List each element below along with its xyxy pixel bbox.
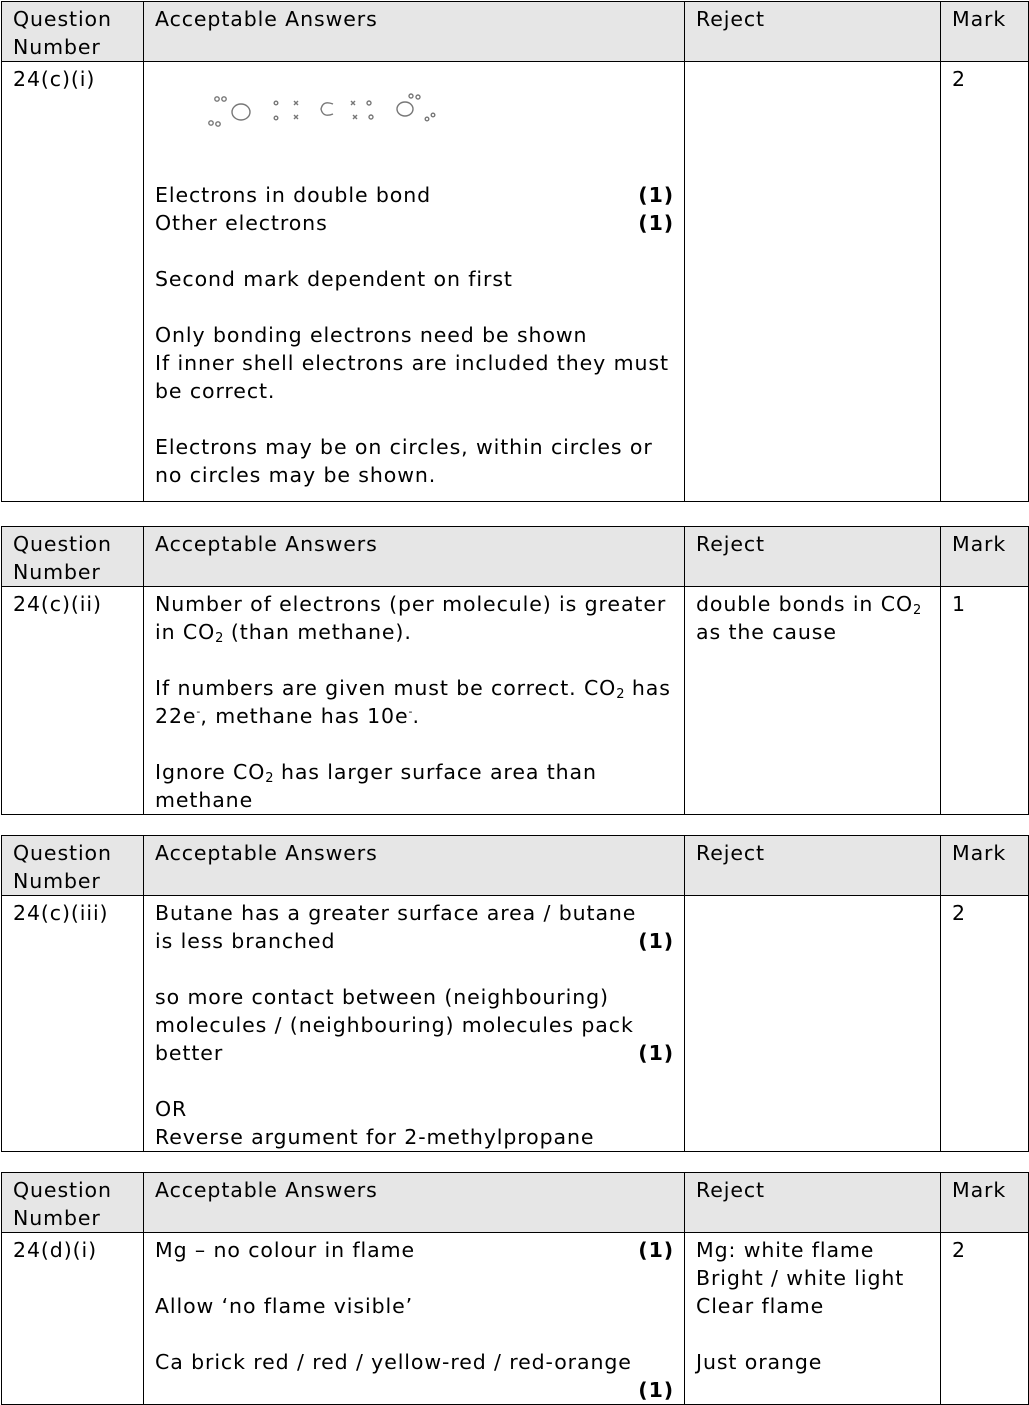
header-question-number: Question Number bbox=[2, 2, 144, 62]
answer-text: so more contact between (neighbouring) molecules / (neighbouring) molecules pack bbox=[155, 985, 634, 1037]
markscheme-table-24ci bbox=[1, 1, 1029, 502]
header-row bbox=[2, 2, 1029, 62]
answer-text: OR bbox=[155, 1097, 188, 1121]
guidance-note: Allow ‘no flame visible’ bbox=[155, 1294, 414, 1318]
answer-text: Ca brick red / red / yellow-red / red-orange bbox=[155, 1350, 632, 1374]
answer-row bbox=[2, 1233, 1029, 1405]
marking-point-mark: (1) bbox=[638, 183, 674, 207]
reject-cell bbox=[685, 62, 941, 502]
dot-cross-diagram bbox=[205, 93, 445, 133]
acceptable-answers-cell bbox=[144, 896, 685, 1152]
answer-text: Reverse argument for 2-methylpropane bbox=[155, 1125, 595, 1149]
question-number: 24(c)(ii) bbox=[2, 587, 144, 815]
marking-point: Mg – no colour in flame (1) bbox=[155, 1238, 674, 1262]
header-reject: Reject bbox=[685, 2, 941, 62]
answer-text: Butane has a greater surface area / butane bbox=[155, 901, 637, 925]
header-mark: Mark bbox=[941, 2, 1029, 62]
marking-point-mark: (1) bbox=[638, 1378, 674, 1402]
reject-cell bbox=[685, 896, 941, 1152]
guidance-note: Only bonding electrons need be shown bbox=[155, 323, 588, 347]
header-row bbox=[2, 527, 1029, 587]
header-acceptable-answers: Acceptable Answers bbox=[144, 2, 685, 62]
marking-point: better (1) bbox=[155, 1041, 674, 1065]
guidance-note: Second mark dependent on first bbox=[155, 267, 513, 291]
reject-item: Bright / white light bbox=[696, 1266, 905, 1290]
guidance-note: If numbers are given must be correct. $CO_2$ has 22e-, methane has 10e-. bbox=[155, 676, 671, 728]
markscheme-table-24ciii bbox=[1, 835, 1029, 1152]
marking-point-mark: (1) bbox=[638, 211, 674, 235]
answer-row bbox=[2, 62, 1029, 502]
markscheme-table-24cii bbox=[1, 526, 1029, 815]
marking-point-text: Other electrons bbox=[155, 211, 328, 235]
header-row bbox=[2, 836, 1029, 896]
question-number: 24(c)(iii) bbox=[2, 896, 144, 1152]
acceptable-answers-cell bbox=[144, 587, 685, 815]
header-row bbox=[2, 1173, 1029, 1233]
markscheme-table-24di bbox=[1, 1172, 1029, 1405]
header-mark: Mark bbox=[941, 1173, 1029, 1233]
header-acceptable-answers: Acceptable Answers bbox=[144, 836, 685, 896]
header-mark: Mark bbox=[941, 836, 1029, 896]
reject-cell bbox=[685, 1233, 941, 1405]
marking-point: is less branched (1) bbox=[155, 929, 674, 953]
answer-text: Number of electrons (per molecule) is greater in $CO_2$ (than methane). bbox=[155, 592, 667, 646]
header-question-number: Question Number bbox=[2, 1173, 144, 1233]
reject-item: Just orange bbox=[696, 1350, 823, 1374]
header-mark: Mark bbox=[941, 527, 1029, 587]
marking-point bbox=[155, 181, 674, 209]
question-number: 24(d)(i) bbox=[2, 1233, 144, 1405]
mark-value: 2 bbox=[941, 62, 1029, 502]
guidance-note: Electrons may be on circles, within circles or no circles may be shown. bbox=[155, 435, 653, 487]
header-reject: Reject bbox=[685, 836, 941, 896]
guidance-note: Ignore $CO_2$ has larger surface area than methane bbox=[155, 760, 597, 812]
marking-point-text: Electrons in double bond bbox=[155, 183, 432, 207]
header-reject: Reject bbox=[685, 527, 941, 587]
mark-value: 1 bbox=[941, 587, 1029, 815]
mark-value: 2 bbox=[941, 896, 1029, 1152]
header-acceptable-answers: Acceptable Answers bbox=[144, 1173, 685, 1233]
question-number: 24(c)(i) bbox=[2, 62, 144, 502]
reject-item: Clear flame bbox=[696, 1294, 825, 1318]
header-acceptable-answers: Acceptable Answers bbox=[144, 527, 685, 587]
reject-cell: double bonds in $CO_2$ as the cause bbox=[685, 587, 941, 815]
header-reject: Reject bbox=[685, 1173, 941, 1233]
reject-item: Mg: white flame bbox=[696, 1238, 875, 1262]
header-question-number: Question Number bbox=[2, 527, 144, 587]
answer-row bbox=[2, 587, 1029, 815]
guidance-note: If inner shell electrons are included they must be correct. bbox=[155, 351, 669, 403]
mark-value: 2 bbox=[941, 1233, 1029, 1405]
acceptable-answers-cell bbox=[144, 62, 685, 502]
acceptable-answers-cell bbox=[144, 1233, 685, 1405]
marking-point bbox=[155, 209, 674, 237]
answer-row bbox=[2, 896, 1029, 1152]
header-question-number: Question Number bbox=[2, 836, 144, 896]
